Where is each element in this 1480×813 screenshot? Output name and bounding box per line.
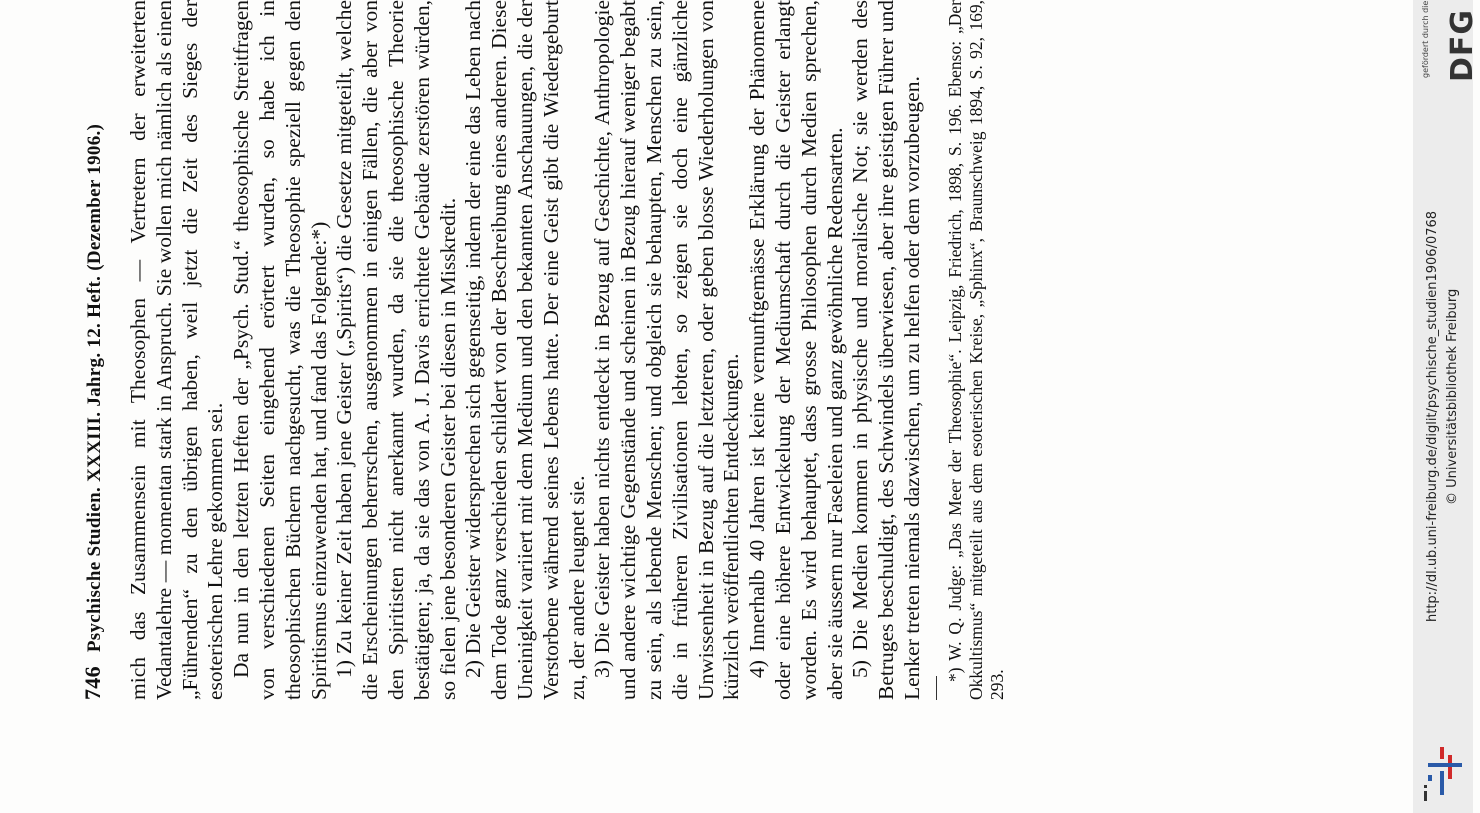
paragraph: Da nun in den letzten Heften der „Psych. Stud.“ theosophische Streitfragen von verschiedenen Seiten eingehend erörtert wurden, so habe ich in theosophischen Büchern nachgesucht, was die Theosophie speziell gegen den Spiritismus einzuwenden hat, und fand das Folgende:*)	[229, 0, 331, 700]
copyright-text: © Universitätsbibliothek Freiburg	[1445, 288, 1460, 505]
paragraph: 3) Die Geister haben nichts entdeckt in Bezug auf Geschichte, Anthropologie und andere wichtige Gegenstände und scheinen in Bezug hierauf weniger begabt zu sein, als lebende Menschen; und obgleich sie behaupten, Menschen zu sein, die in früheren Zivilisationen lebten, so zeigen sie doch eine gänzliche Unwissenheit in Bezug auf die letzteren, oder geben blosse Wiederholungen von kürzlich veröffentlichten Entdeckungen.	[590, 0, 744, 700]
paragraph: mich das Zusammensein mit Theosophen — Vertretern der erweiterten Vedantalehre — momentan stark in Anspruch. Sie wollen mich nämlich als einen „Führenden“ zu den übrigen haben, weil jetzt die Zeit des Sieges der esoterischen Lehre gekommen sei.	[126, 0, 228, 700]
footnote	[945, 0, 1008, 700]
footnote-divider	[936, 676, 937, 700]
running-title: Psychische Studien. XXXIII. Jahrg. 12. Heft. (Dezember 1906.)	[84, 123, 105, 653]
paragraph: 5) Die Medien kommen in physische und moralische Not; sie werden des Betruges beschuldigt, des Schwindels überwiesen, aber ihre geistigen Führer und Lenker treten niemals dazwischen, um zu helfen oder dem vorzubeugen.	[848, 0, 924, 700]
funding-text: gefördert durch die	[1421, 0, 1430, 78]
body-text	[126, 0, 926, 700]
source-url[interactable]: http://dl.ub.uni-freiburg.de/diglit/psychische_studien1906/0768	[1425, 210, 1440, 622]
page-number: 746	[80, 666, 105, 700]
paragraph: 1) Zu keiner Zeit haben jene Geister („Spirits“) die Gesetze mitgeteilt, welche die Erscheinungen beherrschen, ausgenommen in einigen Fällen, die aber von den Spiritisten nicht anerkannt wurden, da sie die theosophische Theorie bestätigten; ja, da sie das von A. J. Davis errichtete Gebäude zerstören würden, so fielen jene besonderen Geister bei diesen in Misskredit.	[332, 0, 460, 700]
paragraph: 2) Die Geister widersprechen sich gegenseitig, indem der eine das Leben nach dem Tode ganz verschieden schildert von der Beschreibung eines anderen. Diese Uneinigkeit variiert mit dem Medium und den bekannten Anschauungen, die der Verstorbene während seines Lebens hatte. Der eine Geist gibt die Wiedergeburt zu, der andere leugnet sie.	[461, 0, 589, 700]
dfg-logo: DFG	[1445, 8, 1480, 82]
library-logo-icon	[1418, 745, 1468, 805]
footnote-text: *) W. Q. Judge: „Das Meer der Theosophie“. Leipzig, Friedrich, 1898, S. 196. Ebenso: „Der Okkultismus“ mitgeteilt aus dem esoterischen Kreise, „Sphinx“, Braunschweig 1894, S. 92, 169, 293.	[944, 0, 1007, 700]
scanned-page	[80, 0, 1280, 700]
paragraph: 4) Innerhalb 40 Jahren ist keine vernunftgemässe Erklärung der Phänomene oder eine höhere Entwickelung der Mediumschaft durch die Geister erlangt worden. Es wird behauptet, dass grosse Philosophen durch Medien sprechen, aber sie äussern nur Faseleien und ganz gewöhnliche Redensarten.	[745, 0, 847, 700]
viewer-sidebar	[1413, 0, 1480, 813]
page-header	[80, 0, 114, 700]
